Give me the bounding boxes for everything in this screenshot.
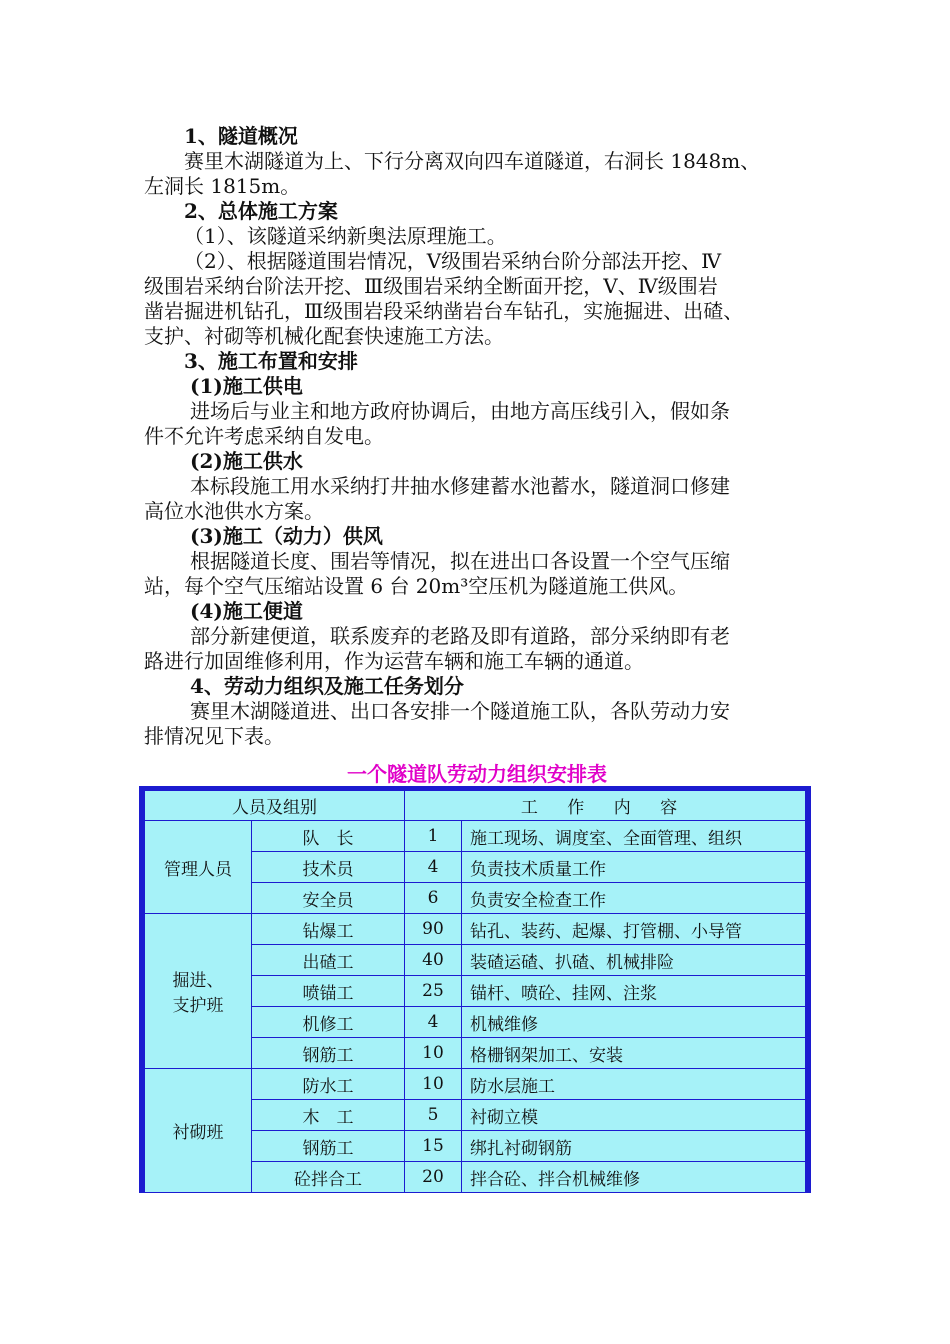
section-heading-4: 4、劳动力组织及施工任务划分 [190, 674, 464, 698]
paragraph-line: 站，每个空气压缩站设置 6 台 20m³空压机为隧道施工供风。 [144, 574, 689, 598]
body-text [144, 124, 816, 749]
paragraph-line: 赛里木湖隧道进、出口各安排一个隧道施工队，各队劳动力安 [190, 699, 730, 723]
count-cell: 90 [405, 914, 462, 945]
table-header-row [145, 791, 806, 821]
role-cell: 钢筋工 [252, 1038, 405, 1069]
paragraph-line: （2）、根据隧道围岩情况，Ⅴ级围岩采纳台阶分部法开挖、Ⅳ [184, 249, 722, 273]
work-cell: 绑扎衬砌钢筋 [462, 1131, 806, 1162]
paragraph-line: 进场后与业主和地方政府协调后，由地方高压线引入，假如条 [190, 399, 730, 423]
count-cell: 1 [405, 821, 462, 852]
labor-table-frame [139, 786, 811, 1193]
section-heading-2: 2、总体施工方案 [184, 199, 338, 223]
count-cell: 40 [405, 945, 462, 976]
work-cell: 格栅钢架加工、安装 [462, 1038, 806, 1069]
role-cell: 喷锚工 [252, 976, 405, 1007]
count-cell: 20 [405, 1162, 462, 1193]
group-cell: 衬砌班 [145, 1069, 252, 1193]
table-row [145, 821, 806, 852]
paragraph-line: 部分新建便道，联系废弃的老路及即有道路，部分采纳即有老 [190, 624, 730, 648]
group-cell [145, 914, 252, 1069]
work-cell: 机械维修 [462, 1007, 806, 1038]
paragraph-line: （1）、该隧道采纳新奥法原理施工。 [184, 224, 507, 248]
count-cell: 5 [405, 1100, 462, 1131]
work-cell: 施工现场、调度室、全面管理、组织 [462, 821, 806, 852]
count-cell: 10 [405, 1038, 462, 1069]
paragraph-line: 本标段施工用水采纳打井抽水修建蓄水池蓄水，隧道洞口修建 [190, 474, 730, 498]
subsection-heading-water: (2)施工供水 [190, 449, 303, 473]
role-cell: 钻爆工 [252, 914, 405, 945]
role-cell: 防水工 [252, 1069, 405, 1100]
subsection-heading-air: (3)施工（动力）供风 [190, 524, 383, 548]
role-cell: 技术员 [252, 852, 405, 883]
header-content: 工 作 内 容 [405, 791, 806, 821]
paragraph-line: 级围岩采纳台阶法开挖、Ⅲ级围岩采纳全断面开挖，Ⅴ、Ⅳ级围岩 [144, 274, 718, 298]
paragraph-line: 根据隧道长度、围岩等情况，拟在进出口各设置一个空气压缩 [190, 549, 730, 573]
role-cell: 出碴工 [252, 945, 405, 976]
paragraph-line: 左洞长 1815m。 [144, 174, 301, 198]
paragraph-line: 支护、衬砌等机械化配套快速施工方法。 [144, 324, 504, 348]
table-row [145, 914, 806, 945]
group-label-line: 支护班 [172, 996, 224, 1016]
work-cell: 防水层施工 [462, 1069, 806, 1100]
paragraph-line: 路进行加固维修利用，作为运营车辆和施工车辆的通道。 [144, 649, 644, 673]
role-cell: 木 工 [252, 1100, 405, 1131]
count-cell: 10 [405, 1069, 462, 1100]
group-cell: 管理人员 [145, 821, 252, 914]
count-cell: 15 [405, 1131, 462, 1162]
section-heading-3: 3、施工布置和安排 [184, 349, 358, 373]
subsection-heading-road: (4)施工便道 [190, 599, 303, 623]
role-cell: 队 长 [252, 821, 405, 852]
count-cell: 4 [405, 852, 462, 883]
count-cell: 25 [405, 976, 462, 1007]
work-cell: 衬砌立模 [462, 1100, 806, 1131]
paragraph-line: 排情况见下表。 [144, 724, 284, 748]
table-title: 一个隧道队劳动力组织安排表 [347, 762, 607, 786]
work-cell: 钻孔、装药、起爆、打管棚、小导管 [462, 914, 806, 945]
table-row [145, 1069, 806, 1100]
work-cell: 负责技术质量工作 [462, 852, 806, 883]
paragraph-line: 凿岩掘进机钻孔，Ⅲ级围岩段采纳凿岩台车钻孔，实施掘进、出碴、 [144, 299, 744, 323]
work-cell: 装碴运碴、扒碴、机械排险 [462, 945, 806, 976]
paragraph-line: 赛里木湖隧道为上、下行分离双向四车道隧道，右洞长 1848m、 [184, 149, 761, 173]
subsection-heading-power: (1)施工供电 [190, 374, 303, 398]
work-cell: 拌合砼、拌合机械维修 [462, 1162, 806, 1193]
section-heading-1: 1、隧道概况 [184, 124, 298, 148]
count-cell: 6 [405, 883, 462, 914]
work-cell: 锚杆、喷砼、挂网、注浆 [462, 976, 806, 1007]
role-cell: 钢筋工 [252, 1131, 405, 1162]
header-group: 人员及组别 [145, 791, 405, 821]
paragraph-line: 件不允许考虑采纳自发电。 [144, 424, 384, 448]
work-cell: 负责安全检查工作 [462, 883, 806, 914]
role-cell: 安全员 [252, 883, 405, 914]
role-cell: 机修工 [252, 1007, 405, 1038]
count-cell: 4 [405, 1007, 462, 1038]
labor-table [144, 790, 806, 1193]
group-label-line: 掘进、 [172, 971, 224, 991]
role-cell: 砼拌合工 [252, 1162, 405, 1193]
paragraph-line: 高位水池供水方案。 [144, 499, 324, 523]
